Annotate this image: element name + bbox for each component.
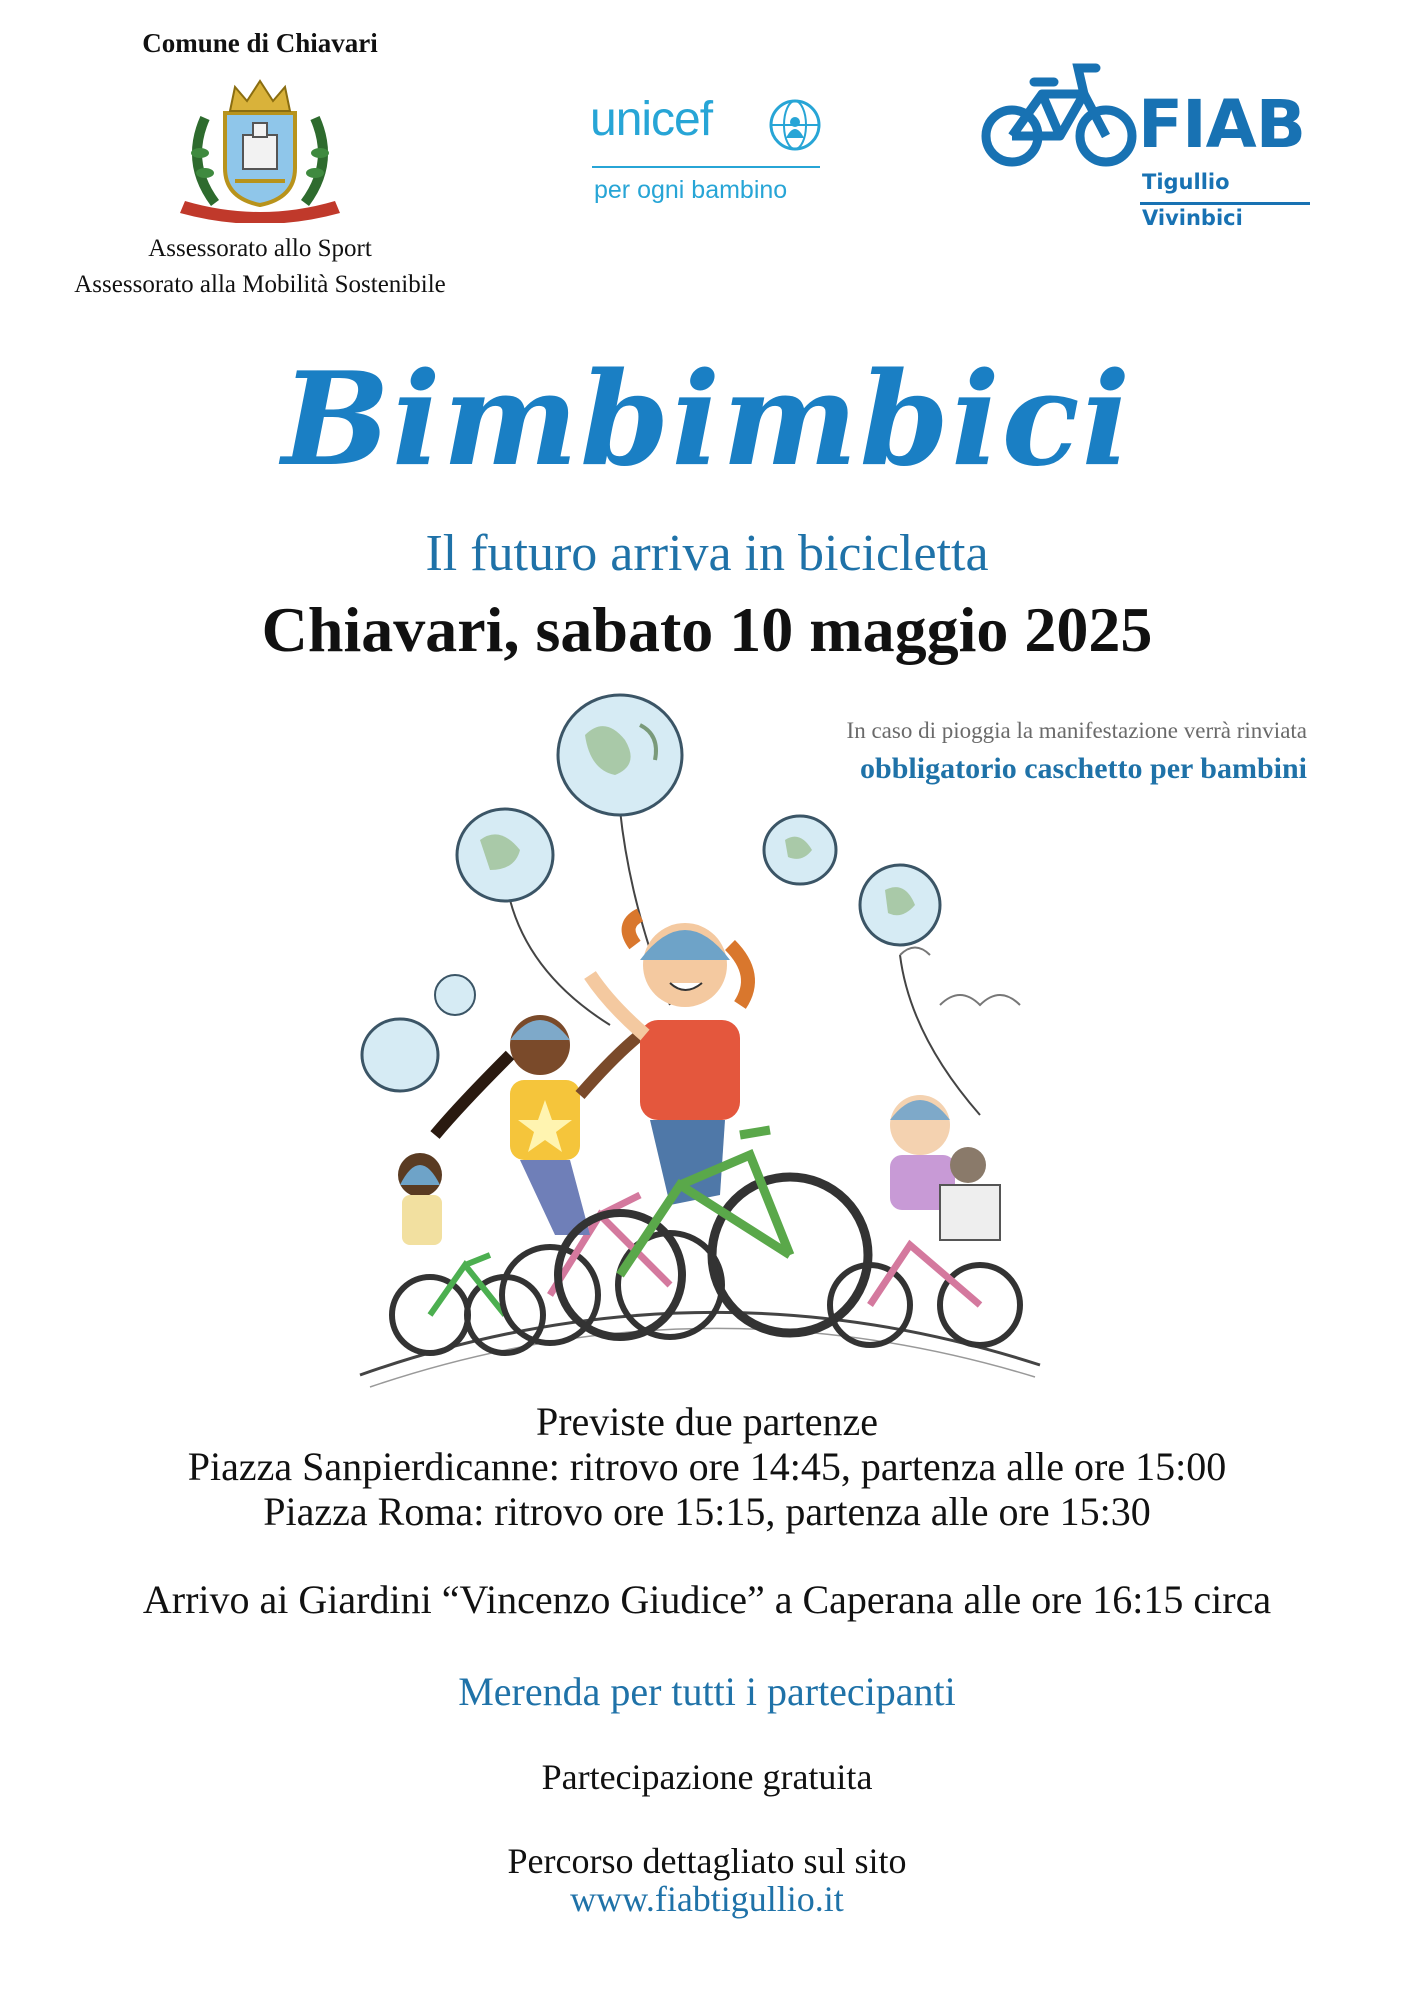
globe-balloon (558, 695, 682, 815)
arrival-info: Arrivo ai Giardini “Vincenzo Giudice” a Caperana alle ore 16:15 circa (142, 1577, 1272, 1622)
unicef-wordmark: unicef (590, 93, 713, 146)
globe-balloon (764, 816, 836, 884)
route-info: Percorso dettagliato sul sito (507, 1841, 907, 1881)
department-sport: Assessorato allo Sport (148, 235, 372, 262)
globe-balloon (457, 809, 553, 901)
fiab-wordmark: FIAB (1138, 86, 1306, 163)
comune-header (40, 28, 480, 303)
departure-2: Piazza Roma: ritrovo ore 15:15, partenza alle ore 15:30 (263, 1489, 1151, 1534)
fiab-line-2: Vivinbici (1142, 206, 1243, 230)
fiab-logo (980, 58, 1320, 238)
website-link[interactable]: www.fiabtigullio.it (570, 1879, 844, 1919)
departures-title: Previste due partenze (535, 1399, 879, 1444)
department-mobility: Assessorato alla Mobilità Sostenibile (74, 271, 446, 298)
helmet-note: obbligatorio caschetto per bambini (860, 752, 1307, 785)
event-subtitle: Il futuro arriva in bicicletta (425, 525, 989, 582)
departure-1: Piazza Sanpierdicanne: ritrovo ore 14:45, partenza alle ore 15:00 (187, 1444, 1227, 1489)
fiab-rule (1140, 202, 1310, 205)
unicef-rule (592, 166, 820, 168)
comune-name: Comune di Chiavari (142, 28, 378, 58)
fiab-line-1: Tigullio (1142, 170, 1230, 194)
snack-info: Merenda per tutti i partecipanti (458, 1669, 956, 1714)
globe-balloon (860, 865, 940, 945)
city-crest-icon (175, 73, 345, 223)
unicef-tagline: per ogni bambino (594, 176, 788, 204)
bicycle-icon (980, 58, 1140, 188)
globe-balloon (435, 975, 475, 1015)
free-participation: Partecipazione gratuita (541, 1757, 873, 1797)
unicef-globe-icon (766, 96, 824, 154)
event-title: Bimbimbici (281, 345, 1133, 495)
event-date: Chiavari, sabato 10 maggio 2025 (261, 594, 1153, 665)
rain-note: In caso di pioggia la manifestazione verrà rinviata (846, 718, 1307, 743)
globe-balloon (362, 1019, 438, 1091)
unicef-logo (590, 92, 830, 204)
